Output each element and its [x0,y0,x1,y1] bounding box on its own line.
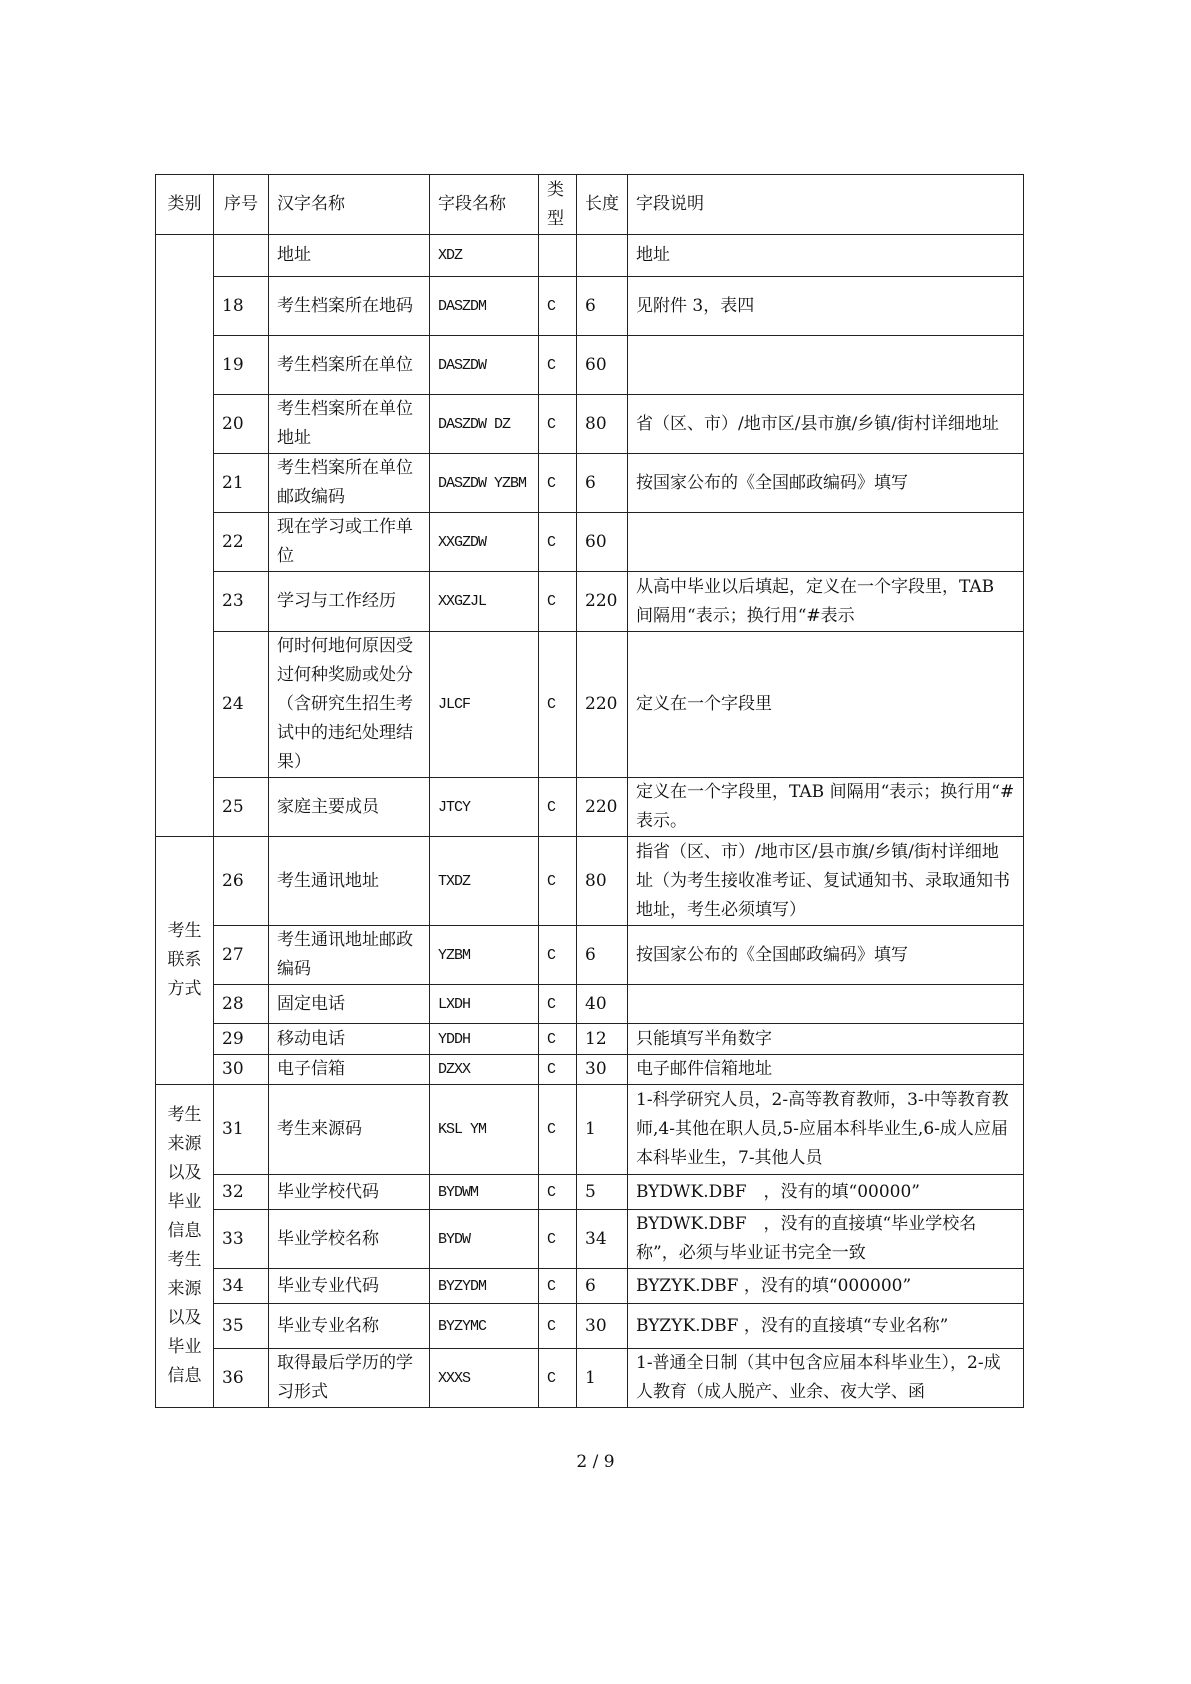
cn-name-cell: 现在学习或工作单位 [269,513,430,572]
seq-cell: 18 [214,277,269,336]
seq-cell: 22 [214,513,269,572]
header-row [156,175,1024,235]
field-name-cell: LXDH [430,985,539,1024]
cn-name-cell: 考生档案所在单位地址 [269,395,430,454]
table-row [156,1024,1024,1055]
type-cell [539,235,577,277]
desc-cell: 电子邮件信箱地址 [628,1055,1024,1085]
cn-name-cell: 考生档案所在地码 [269,277,430,336]
table-row [156,454,1024,513]
category-cell: 考生联系方式 [156,837,214,1085]
desc-cell: 省（区、市）/地市区/县市旗/乡镇/街村详细地址 [628,395,1024,454]
page-number: 2 / 9 [576,1452,615,1472]
seq-cell: 27 [214,926,269,985]
length-cell: 40 [577,985,628,1024]
seq-cell: 28 [214,985,269,1024]
seq-cell: 25 [214,778,269,837]
length-cell [577,235,628,277]
field-name-cell: XXXS [430,1349,539,1408]
header-category: 类别 [156,175,214,235]
table-row [156,513,1024,572]
type-cell: C [539,837,577,926]
field-name-cell: JLCF [430,632,539,778]
seq-cell: 29 [214,1024,269,1055]
desc-cell: 按国家公布的《全国邮政编码》填写 [628,926,1024,985]
desc-cell: 指省（区、市）/地市区/县市旗/乡镇/街村详细地址（为考生接收准考证、复试通知书、录取通知书地址，考生必须填写） [628,837,1024,926]
table-row [156,985,1024,1024]
table-row [156,235,1024,277]
length-cell: 30 [577,1304,628,1349]
cn-name-cell: 毕业学校代码 [269,1175,430,1210]
desc-cell: 定义在一个字段里 [628,632,1024,778]
length-cell: 1 [577,1349,628,1408]
length-cell: 220 [577,778,628,837]
desc-cell: BYDWK.DBF ，没有的直接填“毕业学校名称”，必须与毕业证书完全一致 [628,1210,1024,1269]
type-cell: C [539,336,577,395]
type-cell: C [539,572,577,632]
cn-name-cell: 考生来源码 [269,1085,430,1175]
desc-cell: BYZYK.DBF ，没有的直接填“专业名称” [628,1304,1024,1349]
field-name-cell: BYZYDM [430,1269,539,1304]
seq-cell: 19 [214,336,269,395]
cn-name-cell: 地址 [269,235,430,277]
field-name-cell: BYZYMC [430,1304,539,1349]
length-cell: 6 [577,454,628,513]
type-cell: C [539,454,577,513]
desc-cell: 1-普通全日制（其中包含应届本科毕业生），2-成人教育（成人脱产、业余、夜大学、函 [628,1349,1024,1408]
cn-name-cell: 考生档案所在单位邮政编码 [269,454,430,513]
table-row [156,395,1024,454]
cn-name-cell: 电子信箱 [269,1055,430,1085]
length-cell: 60 [577,513,628,572]
table-row [156,336,1024,395]
type-cell: C [539,985,577,1024]
desc-cell: 地址 [628,235,1024,277]
header-length: 长度 [577,175,628,235]
desc-cell: 只能填写半角数字 [628,1024,1024,1055]
type-cell: C [539,1175,577,1210]
table-row [156,277,1024,336]
cn-name-cell: 考生通讯地址 [269,837,430,926]
table-row [156,1304,1024,1349]
type-cell: C [539,1304,577,1349]
desc-cell: BYDWK.DBF ，没有的填“00000” [628,1175,1024,1210]
type-cell: C [539,277,577,336]
length-cell: 60 [577,336,628,395]
seq-cell: 31 [214,1085,269,1175]
length-cell: 6 [577,277,628,336]
seq-cell: 21 [214,454,269,513]
type-cell: C [539,778,577,837]
cn-name-cell: 考生通讯地址邮政编码 [269,926,430,985]
cn-name-cell: 固定电话 [269,985,430,1024]
table-row [156,1055,1024,1085]
length-cell: 34 [577,1210,628,1269]
seq-cell: 32 [214,1175,269,1210]
cn-name-cell: 取得最后学历的学习形式 [269,1349,430,1408]
desc-cell: 见附件 3，表四 [628,277,1024,336]
table-row [156,632,1024,778]
category-cell: 考生来源以及毕业信息考生来源以及毕业信息 [156,1085,214,1408]
seq-cell: 36 [214,1349,269,1408]
seq-cell: 33 [214,1210,269,1269]
field-name-cell: YZBM [430,926,539,985]
header-desc: 字段说明 [628,175,1024,235]
cn-name-cell: 毕业专业代码 [269,1269,430,1304]
type-cell: C [539,1024,577,1055]
type-cell: C [539,926,577,985]
cn-name-cell: 何时何地何原因受过何种奖励或处分（含研究生招生考试中的违纪处理结果） [269,632,430,778]
field-name-cell: DASZDW DZ [430,395,539,454]
desc-cell [628,336,1024,395]
field-name-cell: XDZ [430,235,539,277]
desc-cell: 从高中毕业以后填起，定义在一个字段里，TAB 间隔用“表示；换行用“#表示 [628,572,1024,632]
type-cell: C [539,513,577,572]
category-cell [156,235,214,837]
length-cell: 5 [577,1175,628,1210]
cn-name-cell: 考生档案所在单位 [269,336,430,395]
desc-cell [628,513,1024,572]
cn-name-cell: 毕业专业名称 [269,1304,430,1349]
desc-cell: 定义在一个字段里，TAB 间隔用“表示；换行用“#表示。 [628,778,1024,837]
table-row [156,837,1024,926]
type-cell: C [539,1349,577,1408]
header-type: 类型 [539,175,577,235]
field-definition-table [155,174,1024,1408]
field-name-cell: BYDWM [430,1175,539,1210]
seq-cell: 26 [214,837,269,926]
header-cn-name: 汉字名称 [269,175,430,235]
table-row [156,1349,1024,1408]
table-row [156,572,1024,632]
type-cell: C [539,1085,577,1175]
cn-name-cell: 移动电话 [269,1024,430,1055]
table-row [156,1175,1024,1210]
desc-cell [628,985,1024,1024]
cn-name-cell: 家庭主要成员 [269,778,430,837]
field-name-cell: XXGZJL [430,572,539,632]
seq-cell: 35 [214,1304,269,1349]
table-row [156,778,1024,837]
field-name-cell: TXDZ [430,837,539,926]
table-row [156,1269,1024,1304]
field-name-cell: KSL YM [430,1085,539,1175]
length-cell: 1 [577,1085,628,1175]
length-cell: 6 [577,1269,628,1304]
field-name-cell: XXGZDW [430,513,539,572]
field-name-cell: YDDH [430,1024,539,1055]
type-cell: C [539,395,577,454]
seq-cell: 23 [214,572,269,632]
type-cell: C [539,1269,577,1304]
field-name-cell: JTCY [430,778,539,837]
seq-cell: 34 [214,1269,269,1304]
length-cell: 220 [577,632,628,778]
cn-name-cell: 毕业学校名称 [269,1210,430,1269]
length-cell: 12 [577,1024,628,1055]
header-field-name: 字段名称 [430,175,539,235]
table-row [156,926,1024,985]
field-name-cell: DZXX [430,1055,539,1085]
field-name-cell: DASZDW YZBM [430,454,539,513]
type-cell: C [539,1055,577,1085]
desc-cell: 1-科学研究人员，2-高等教育教师，3-中等教育教师,4-其他在职人员,5-应届本科毕业生,6-成人应届本科毕业生，7-其他人员 [628,1085,1024,1175]
header-seq: 序号 [214,175,269,235]
length-cell: 80 [577,837,628,926]
type-cell: C [539,1210,577,1269]
length-cell: 220 [577,572,628,632]
seq-cell [214,235,269,277]
cn-name-cell: 学习与工作经历 [269,572,430,632]
table-row [156,1085,1024,1175]
table-row [156,1210,1024,1269]
field-name-cell: BYDW [430,1210,539,1269]
seq-cell: 20 [214,395,269,454]
length-cell: 30 [577,1055,628,1085]
length-cell: 80 [577,395,628,454]
type-cell: C [539,632,577,778]
desc-cell: 按国家公布的《全国邮政编码》填写 [628,454,1024,513]
field-name-cell: DASZDM [430,277,539,336]
seq-cell: 24 [214,632,269,778]
seq-cell: 30 [214,1055,269,1085]
length-cell: 6 [577,926,628,985]
field-name-cell: DASZDW [430,336,539,395]
desc-cell: BYZYK.DBF ，没有的填“000000” [628,1269,1024,1304]
